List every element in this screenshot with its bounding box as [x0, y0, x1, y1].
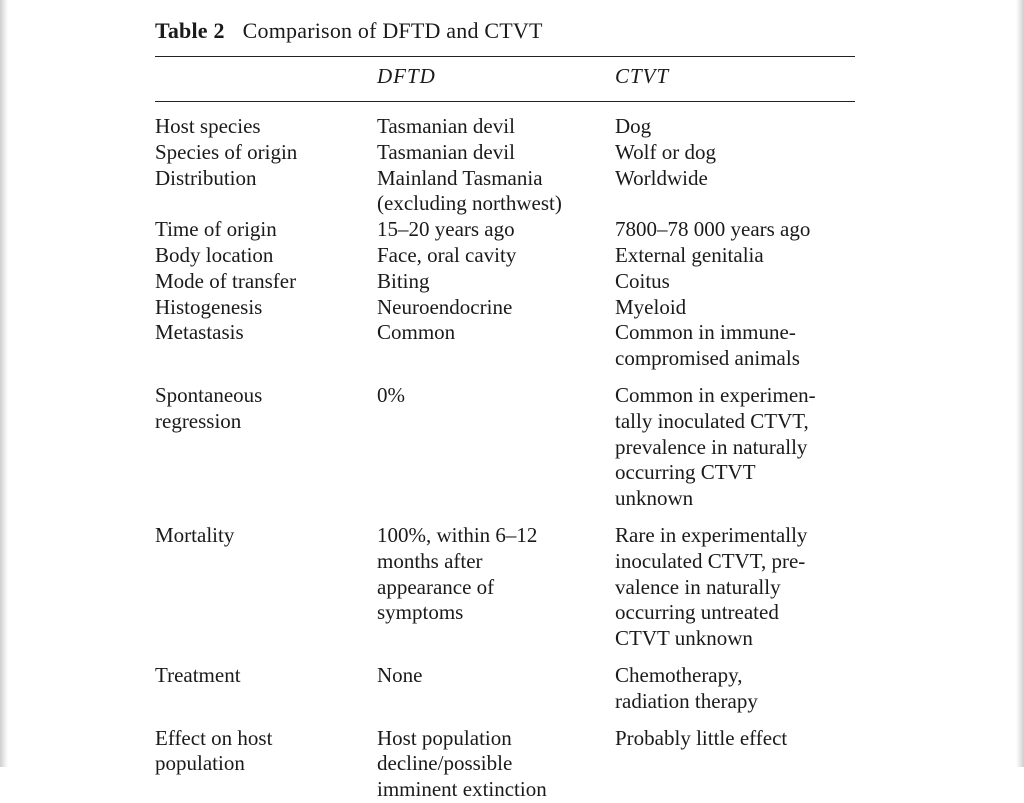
cell-text-line: Spontaneous	[155, 382, 263, 407]
table-title: Comparison of DFTD and CTVT	[242, 18, 543, 43]
cell-text-line: Common in experimen-	[615, 382, 816, 407]
table-cell-c1	[155, 383, 377, 435]
cell-text-line: Worldwide	[615, 165, 708, 190]
table-row	[155, 269, 855, 295]
table-body	[155, 114, 855, 803]
cell-text-line: Metastasis	[155, 320, 244, 345]
table-row	[155, 523, 855, 652]
cell-text-line: Mortality	[155, 522, 235, 547]
table-row	[155, 320, 855, 372]
table-cell-c2	[377, 269, 615, 295]
cell-text-line: radiation therapy	[615, 688, 758, 713]
table-label: Table 2	[155, 18, 225, 43]
table-cell-c1	[155, 726, 377, 778]
table-cell-c1	[155, 166, 377, 192]
cell-text-line: Distribution	[155, 165, 257, 190]
cell-text-line: Common in immune-	[615, 320, 796, 345]
cell-text-line: occurring untreated	[615, 600, 779, 625]
cell-text-line: population	[155, 751, 245, 776]
table-row	[155, 243, 855, 269]
table-cell-c2	[377, 295, 615, 321]
table-cell-c1	[155, 663, 377, 689]
table-cell-c1	[155, 295, 377, 321]
table-cell-c2	[377, 663, 615, 689]
table-cell-c2	[377, 140, 615, 166]
table-cell-c2	[377, 383, 615, 409]
cell-text-line: tally inoculated CTVT,	[615, 408, 809, 433]
cell-text-line: Treatment	[155, 662, 241, 687]
cell-text-line: compromised animals	[615, 346, 800, 371]
slide-left-edge-shadow	[0, 0, 8, 767]
table-cell-c3	[615, 140, 855, 166]
table-cell-c2	[377, 243, 615, 269]
table-caption	[155, 18, 543, 44]
cell-text-line: Coitus	[615, 268, 670, 293]
table-cell-c1	[155, 217, 377, 243]
cell-text-line: imminent extinction	[377, 777, 547, 802]
table-row	[155, 383, 855, 512]
cell-text-line: Dog	[615, 114, 652, 138]
cell-text-line: appearance of	[377, 574, 495, 599]
cell-text-line: Effect on host	[155, 725, 273, 750]
table-row	[155, 295, 855, 321]
cell-text-line: Species of origin	[155, 139, 298, 164]
table-cell-c3	[615, 114, 855, 140]
cell-text-line: Biting	[377, 268, 430, 293]
cell-text-line: Wolf or dog	[615, 139, 716, 164]
cell-text-line: Tasmanian devil	[377, 114, 515, 138]
cell-text-line: Histogenesis	[155, 294, 263, 319]
cell-text-line: 15–20 years ago	[377, 217, 515, 242]
cell-text-line: Mode of transfer	[155, 268, 297, 293]
cell-text-line: unknown	[615, 486, 694, 511]
cell-text-line: Probably little effect	[615, 725, 788, 750]
cell-text-line: Rare in experimentally	[615, 522, 808, 547]
table-cell-c2	[377, 320, 615, 346]
slide-right-edge-shadow	[1016, 0, 1024, 767]
table-cell-c2	[377, 726, 615, 803]
table-row	[155, 663, 855, 715]
table-cell-c1	[155, 320, 377, 346]
cell-text-line: Host species	[155, 114, 261, 138]
cell-text-line: Common	[377, 320, 456, 345]
table-cell-c2	[377, 217, 615, 243]
cell-text-line: Host population	[377, 725, 512, 750]
table-cell-c2	[377, 114, 615, 140]
table-cell-c1	[155, 523, 377, 549]
table-cell-c1	[155, 269, 377, 295]
table-cell-c3	[615, 217, 855, 243]
table-cell-c3	[615, 243, 855, 269]
table-cell-c1	[155, 140, 377, 166]
cell-text-line: Myeloid	[615, 294, 687, 319]
table-cell-c2	[377, 523, 615, 626]
table-cell-c3	[615, 166, 855, 192]
table-row	[155, 166, 855, 218]
table-cell-c3	[615, 383, 855, 512]
table-row	[155, 217, 855, 243]
cell-text-line: Chemotherapy,	[615, 662, 743, 687]
cell-text-line: Mainland Tasmania	[377, 165, 543, 190]
table-cell-c3	[615, 663, 855, 715]
cell-text-line: inoculated CTVT, pre-	[615, 548, 806, 573]
table-cell-c2	[377, 166, 615, 218]
table-cell-c1	[155, 114, 377, 140]
cell-text-line: prevalence in naturally	[615, 434, 808, 459]
cell-text-line: 7800–78 000 years ago	[615, 217, 811, 242]
column-header-dftd: DFTD	[377, 64, 436, 88]
cell-text-line: Face, oral cavity	[377, 242, 517, 267]
cell-text-line: occurring CTVT	[615, 460, 756, 485]
cell-text-line: (excluding northwest)	[377, 191, 562, 216]
cell-text-line: valence in naturally	[615, 574, 781, 599]
table-cell-c3	[615, 295, 855, 321]
table-header-rule	[155, 101, 855, 102]
table-cell-c3	[615, 320, 855, 372]
cell-text-line: Time of origin	[155, 217, 277, 242]
table-row	[155, 726, 855, 803]
table-cell-c3	[615, 523, 855, 652]
table-cell-c1	[155, 243, 377, 269]
column-header-ctvt: CTVT	[615, 64, 670, 88]
cell-text-line: CTVT unknown	[615, 626, 753, 651]
table-cell-c3	[615, 726, 855, 752]
table-row	[155, 114, 855, 140]
table-row	[155, 140, 855, 166]
cell-text-line: symptoms	[377, 600, 464, 625]
cell-text-line: regression	[155, 408, 242, 433]
cell-text-line: 100%, within 6–12	[377, 522, 538, 547]
cell-text-line: Neuroendocrine	[377, 294, 513, 319]
cell-text-line: decline/possible	[377, 751, 513, 776]
cell-text-line: months after	[377, 548, 483, 573]
cell-text-line: 0%	[377, 382, 405, 407]
cell-text-line: Body location	[155, 242, 274, 267]
table-top-rule	[155, 56, 855, 57]
cell-text-line: External genitalia	[615, 242, 764, 267]
table-cell-c3	[615, 269, 855, 295]
cell-text-line: None	[377, 662, 423, 687]
cell-text-line: Tasmanian devil	[377, 139, 515, 164]
